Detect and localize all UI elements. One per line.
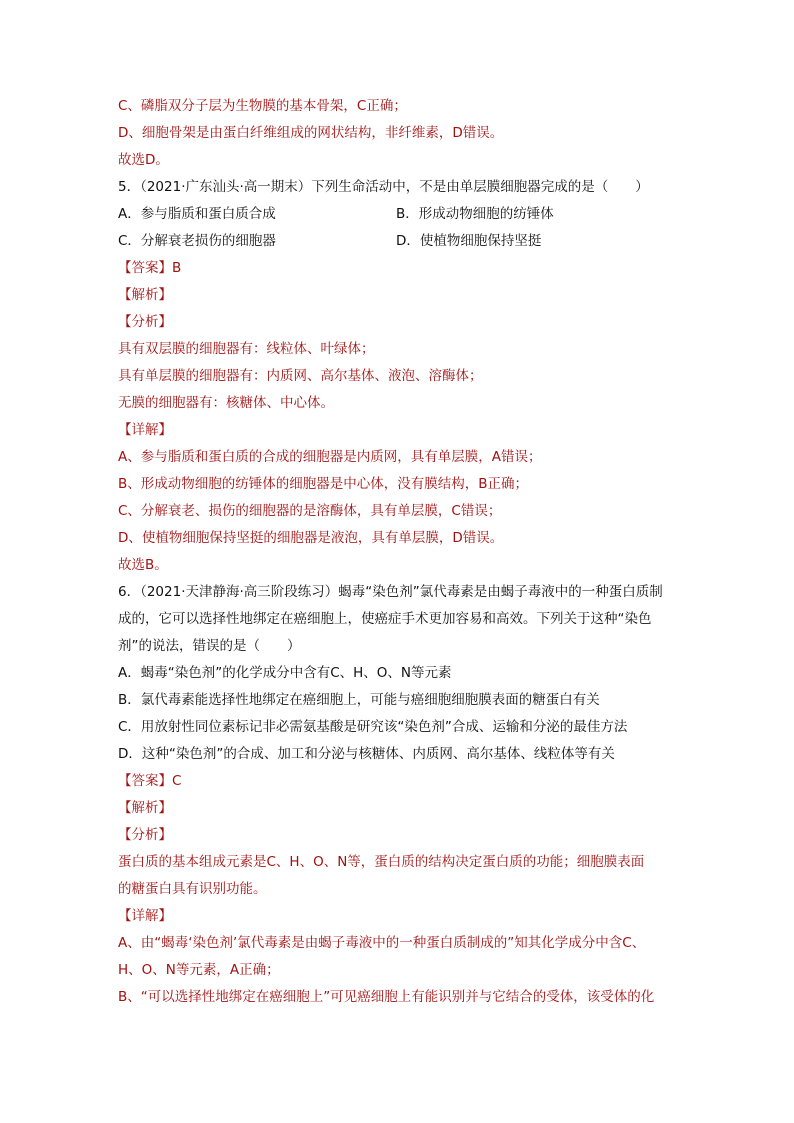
q5-fenxi-heading: 【分析】 bbox=[118, 314, 172, 330]
prev-analysis-c: C、磷脂双分子层为生物膜的基本骨架，C正确； bbox=[118, 98, 407, 114]
q6-fenxi-line: 蛋白质的基本组成元素是C、H、O、N等，蛋白质的结构决定蛋白质的功能；细胞膜表面 bbox=[118, 854, 645, 870]
q5-fenxi-line: 具有双层膜的细胞器有：线粒体、叶绿体； bbox=[118, 341, 375, 357]
q6-fenxi-heading: 【分析】 bbox=[118, 827, 172, 843]
q6-xiangjie-heading: 【详解】 bbox=[118, 908, 172, 924]
q5-answer: 【答案】B bbox=[118, 260, 182, 276]
q5-fenxi-line: 具有单层膜的细胞器有：内质网、高尔基体、液泡、溶酶体； bbox=[118, 368, 483, 384]
q5-option-d: D．使植物细胞保持坚挺 bbox=[396, 233, 542, 249]
q6-answer: 【答案】C bbox=[118, 773, 182, 789]
q6-option-b: B．氯代毒素能选择性地绑定在癌细胞上，可能与癌细胞细胞膜表面的糖蛋白有关 bbox=[118, 692, 600, 708]
q5-option-c: C．分解衰老损伤的细胞器 bbox=[118, 233, 276, 249]
q6-jiexi-heading: 【解析】 bbox=[118, 800, 172, 816]
q6-xiangjie-line: A、由“蝎毒‘染色剂’氯代毒素是由蝎子毒液中的一种蛋白质制成的”知其化学成分中含C、 bbox=[118, 935, 646, 951]
q5-xiangjie-line: C、分解衰老、损伤的细胞器的是溶酶体，具有单层膜，C错误； bbox=[118, 503, 502, 519]
q5-conclusion: 故选B。 bbox=[118, 557, 168, 573]
q6-option-d: D．这种“染色剂”的合成、加工和分泌与核糖体、内质网、高尔基体、线粒体等有关 bbox=[118, 746, 615, 762]
q5-xiangjie-heading: 【详解】 bbox=[118, 422, 172, 438]
q5-xiangjie-line: B、形成动物细胞的纺锤体的细胞器是中心体，没有膜结构，B正确； bbox=[118, 476, 529, 492]
q5-option-b: B．形成动物细胞的纺锤体 bbox=[396, 206, 554, 222]
q6-stem-line: 成的，它可以选择性地绑定在癌细胞上，使癌症手术更加容易和高效。下列关于这种“染色 bbox=[118, 611, 652, 627]
q6-fenxi-line: 的糖蛋白具有识别功能。 bbox=[118, 881, 267, 897]
q6-option-a: A．蝎毒“染色剂”的化学成分中含有C、H、O、N等元素 bbox=[118, 665, 452, 681]
prev-analysis-d: D、细胞骨架是由蛋白纤维组成的网状结构，非纤维素，D错误。 bbox=[118, 125, 504, 141]
q6-option-c: C．用放射性同位素标记非必需氨基酸是研究该“染色剂”合成、运输和分泌的最佳方法 bbox=[118, 719, 628, 735]
q6-stem-line: 剂”的说法，错误的是（ ） bbox=[118, 638, 301, 654]
q6-xiangjie-line: H、O、N等元素，A正确； bbox=[118, 962, 280, 978]
q6-xiangjie-line: B、“可以选择性地绑定在癌细胞上”可见癌细胞上有能识别并与它结合的受体，该受体的化 bbox=[118, 989, 655, 1005]
prev-conclusion: 故选D。 bbox=[118, 152, 169, 168]
q5-jiexi-heading: 【解析】 bbox=[118, 287, 172, 303]
q6-stem-line: 6．（2021·天津静海·高三阶段练习）蝎毒“染色剂”氯代毒素是由蝎子毒液中的一种蛋白质制 bbox=[118, 584, 663, 600]
q5-xiangjie-line: A、参与脂质和蛋白质的合成的细胞器是内质网，具有单层膜，A错误； bbox=[118, 449, 542, 465]
q5-xiangjie-line: D、使植物细胞保持坚挺的细胞器是液泡，具有单层膜，D错误。 bbox=[118, 530, 504, 546]
q5-stem: 5．（2021·广东汕头·高一期末）下列生命活动中，不是由单层膜细胞器完成的是（ ） bbox=[118, 179, 649, 195]
q5-fenxi-line: 无膜的细胞器有：核糖体、中心体。 bbox=[118, 395, 334, 411]
q5-option-a: A．参与脂质和蛋白质合成 bbox=[118, 206, 276, 222]
